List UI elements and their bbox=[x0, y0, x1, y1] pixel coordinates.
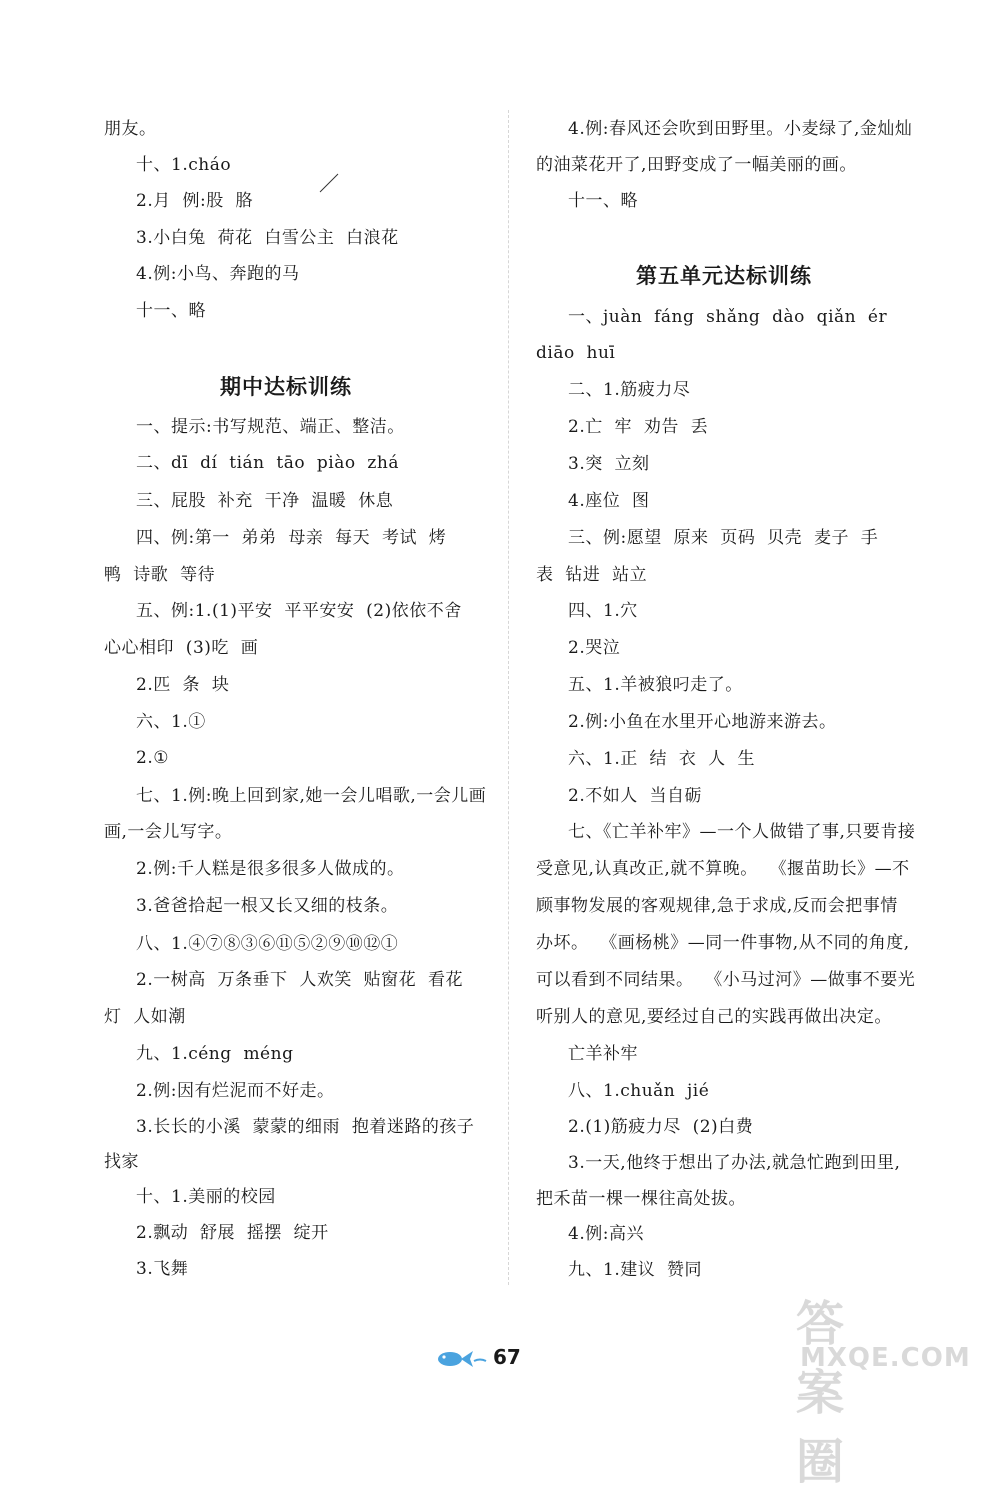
answer-line: 朋友。 bbox=[104, 119, 157, 139]
answer-line: 四、1.穴 bbox=[568, 601, 638, 621]
answer-line: 十一、略 bbox=[568, 191, 638, 211]
answer-line: 画,一会儿写字。 bbox=[104, 822, 233, 842]
column-divider bbox=[508, 110, 509, 1285]
answer-line: 七、1.例:晚上回到家,她一会儿唱歌,一会儿画 bbox=[136, 786, 487, 806]
answer-line: 八、1.chuǎn jié bbox=[568, 1081, 710, 1101]
watermark-url: MXQE.COM bbox=[800, 1343, 971, 1373]
answer-line: 3.长长的小溪 蒙蒙的细雨 抱着迷路的孩子 bbox=[136, 1117, 475, 1137]
section-title: 第五单元达标训练 bbox=[636, 264, 812, 288]
answer-line: 3.小白兔 荷花 白雪公主 白浪花 bbox=[136, 228, 399, 248]
answer-line: 4.例:春风还会吹到田野里。小麦绿了,金灿灿 bbox=[568, 119, 913, 139]
answer-line: 六、1.① bbox=[136, 712, 206, 732]
answer-line: 2.① bbox=[136, 748, 169, 768]
answer-line: 2.(1)筋疲力尽 (2)白费 bbox=[568, 1117, 754, 1137]
answer-line: 心心相印 (3)吃 画 bbox=[104, 638, 259, 658]
answer-line: 七、《亡羊补牢》—一个人做错了事,只要肯接 bbox=[568, 822, 916, 842]
answer-line: 2.亡 牢 劝告 丢 bbox=[568, 417, 709, 437]
answer-line: 二、1.筋疲力尽 bbox=[568, 380, 691, 400]
answer-line: 十、1.cháo bbox=[136, 155, 232, 175]
answer-line: 受意见,认真改正,就不算晚。 《揠苗助长》—不 bbox=[536, 859, 910, 879]
answer-line: 2.月 例:股 胳 bbox=[136, 191, 254, 211]
answer-line: 五、例:1.(1)平安 平平安安 (2)依依不舍 bbox=[136, 601, 462, 621]
answer-line: 3.突 立刻 bbox=[568, 454, 650, 474]
answer-line: 把禾苗一棵一棵往高处拔。 bbox=[536, 1189, 746, 1209]
answer-line: 找家 bbox=[104, 1152, 139, 1172]
answer-line: 2.例:因有烂泥而不好走。 bbox=[136, 1081, 335, 1101]
answer-line: 的油菜花开了,田野变成了一幅美丽的画。 bbox=[536, 155, 857, 175]
answer-line: 六、1.正 结 衣 人 生 bbox=[568, 749, 755, 769]
answer-line: 听别人的意见,要经过自己的实践再做出决定。 bbox=[536, 1007, 892, 1027]
answer-line: 办坏。 《画杨桃》—同一件事物,从不同的角度, bbox=[536, 933, 910, 953]
answer-line: 2.一树高 万条垂下 人欢笑 贴窗花 看花 bbox=[136, 970, 463, 990]
watermark-logo-text: 答案圈 bbox=[796, 1296, 847, 1490]
answer-line: 亡羊补牢 bbox=[568, 1044, 638, 1064]
answer-line: 顾事物发展的客观规律,急于求成,反而会把事情 bbox=[536, 896, 898, 916]
answer-line: 表 钻进 站立 bbox=[536, 565, 648, 585]
answer-line: 2.例:小鱼在水里开心地游来游去。 bbox=[568, 712, 837, 732]
answer-line: 灯 人如潮 bbox=[104, 1007, 186, 1027]
answer-line: 4.例:小鸟、奔跑的马 bbox=[136, 264, 300, 284]
answer-line: 九、1.建议 赞同 bbox=[568, 1260, 703, 1280]
answer-line: 2.例:千人糕是很多很多人做成的。 bbox=[136, 859, 405, 879]
section-title: 期中达标训练 bbox=[220, 375, 352, 399]
answer-line: 三、屁股 补充 干净 温暖 休息 bbox=[136, 491, 394, 511]
answer-line: 一、juàn fáng shǎng dào qiǎn ér bbox=[568, 307, 888, 327]
answer-line: 可以看到不同结果。 《小马过河》—做事不要光 bbox=[536, 970, 916, 990]
answer-line: diāo huī bbox=[536, 343, 616, 363]
answer-line: 2.飘动 舒展 摇摆 绽开 bbox=[136, 1223, 329, 1243]
answer-line: 八、1.④⑦⑧③⑥⑪⑤②⑨⑩⑫① bbox=[136, 934, 399, 954]
answer-line: 三、例:愿望 原来 页码 贝壳 麦子 手 bbox=[568, 528, 879, 548]
page-number: 67 bbox=[493, 1345, 521, 1369]
answer-line: 十一、略 bbox=[136, 301, 206, 321]
answer-line: 2.匹 条 块 bbox=[136, 675, 230, 695]
answer-line: 十、1.美丽的校园 bbox=[136, 1187, 276, 1207]
fish-icon bbox=[436, 1348, 488, 1370]
answer-line: 鸭 诗歌 等待 bbox=[104, 565, 216, 585]
answer-line: 3.飞舞 bbox=[136, 1259, 189, 1279]
answer-line: 四、例:第一 弟弟 母亲 每天 考试 烤 bbox=[136, 528, 447, 548]
answer-line: 二、dī dí tián tāo piào zhá bbox=[136, 453, 399, 473]
answer-line: 4.座位 图 bbox=[568, 491, 650, 511]
answer-line: 4.例:高兴 bbox=[568, 1224, 644, 1244]
answer-line: 3.爸爸拾起一根又长又细的枝条。 bbox=[136, 896, 399, 916]
answer-line: 2.哭泣 bbox=[568, 638, 621, 658]
answer-line: 3.一天,他终于想出了办法,就急忙跑到田里, bbox=[568, 1153, 901, 1173]
answer-line: 一、提示:书写规范、端正、整洁。 bbox=[136, 417, 405, 437]
pen-stroke-mark bbox=[318, 172, 340, 194]
answer-line: 九、1.céng méng bbox=[136, 1044, 294, 1064]
answer-line: 五、1.羊被狼叼走了。 bbox=[568, 675, 743, 695]
answer-line: 2.不如人 当自砺 bbox=[568, 786, 703, 806]
